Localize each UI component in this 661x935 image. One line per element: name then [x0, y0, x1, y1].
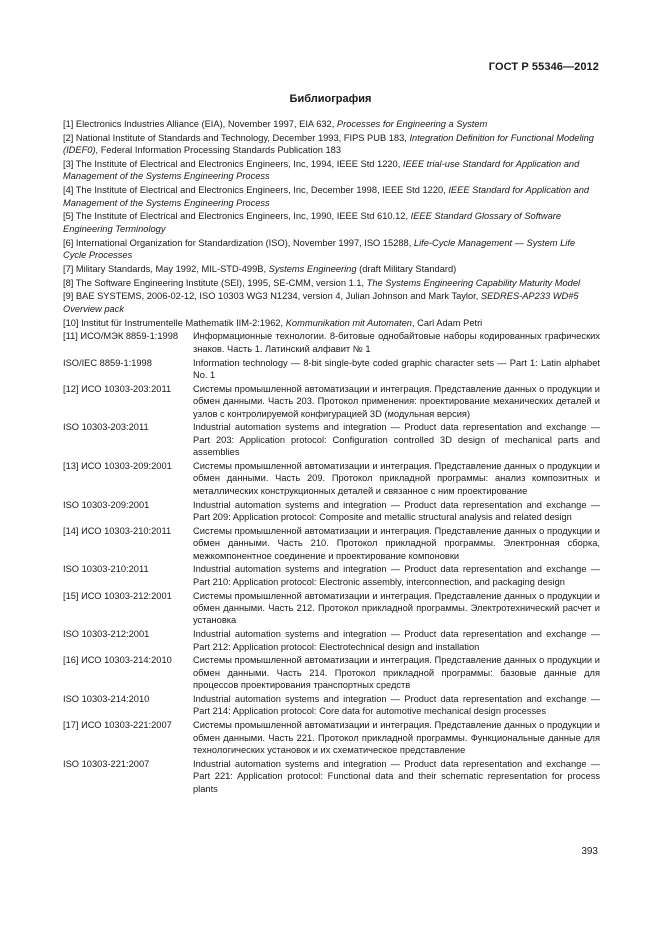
reference-text: , Carl Adam Petri — [411, 317, 483, 328]
reference-title: IEEE Standard for Application and Management of the Systems Engineering Process — [63, 185, 590, 208]
reference-title: IEEE Standard Glossary of Software Engineering Terminology — [63, 211, 562, 234]
reference-text: , Federal Information Processing Standards Publication 183 — [95, 145, 342, 156]
reference-designation: [17] ИСО 10303-221:2007 — [63, 720, 172, 731]
reference-description: Информационные технологии. 8-битовые однобайтовые наборы кодированных графических знаков. Часть 1. Латинский алфавит № 1 — [193, 331, 600, 354]
reference-designation: [12] ИСО 10303-203:2011 — [63, 383, 172, 394]
reference-text: [3] The Institute of Electrical and Electronics Engineers, Inc, 1994, IEEE Std 1220, — [63, 159, 403, 169]
reference-text: [4] The Institute of Electrical and Electronics Engineers, Inc, December 1998, IEEE Std 1220, — [63, 185, 449, 196]
page-number: 393 — [581, 846, 598, 857]
reference-description: Industrial automation systems and integration — Product data representation and exchange — Part 214: Application protocol: Core data for automotive mechanical design processes — [193, 694, 600, 717]
reference-title: SEDRES-AP233 WD#5 Overview pack — [63, 291, 579, 314]
reference-description: Industrial automation systems and integration — Product data representation and exchange — Part 209: Application protocol: Composite and metallic structural analysis and related design — [193, 499, 600, 523]
reference-item — [63, 184, 600, 209]
reference-designation: [14] ИСО 10303-210:2011 — [63, 525, 172, 536]
reference-description: Системы промышленной автоматизации и интеграция. Представление данных о продукции и обмен данными. Часть 209. Протокол прикладной программы: анализ композитных и металлических конструкционных деталей и связанное с ним проектирование — [193, 461, 600, 496]
reference-text: [5] The Institute of Electrical and Electronics Engineers, Inc, 1990, IEEE Std 610.12, — [63, 211, 411, 222]
reference-row — [63, 525, 600, 562]
reference-title: IEEE trial-use Standard for Application and Management of the Systems Engineering Process — [63, 159, 580, 182]
reference-designation: ISO 10303-210:2011 — [63, 564, 149, 575]
reference-description: Information technology — 8-bit single-byte coded graphic character sets — Part 1: Latin alphabet No. 1 — [193, 357, 600, 381]
reference-row — [63, 654, 600, 691]
reference-item — [63, 317, 600, 329]
reference-designation: ISO 10303-203:2011 — [63, 422, 149, 433]
reference-description: Системы промышленной автоматизации и интеграция. Представление данных о продукции и обмен данными. Часть 210. Протокол прикладной программы. Электронная сборка, межкомпонентное соединение и проектирование компоновки — [193, 525, 600, 561]
reference-row — [63, 693, 600, 718]
reference-designation: ISO 10303-214:2010 — [63, 694, 150, 705]
reference-item — [63, 132, 600, 157]
reference-title: Kommunikation mit Automaten — [285, 317, 412, 328]
reference-description: Системы промышленной автоматизации и интеграция. Представление данных о продукции и обмен данными. Часть 214. Протокол прикладной программы: базовые данные для процессов проектирования транспортных средств — [193, 655, 600, 691]
reference-designation: ISO 10303-212:2001 — [63, 629, 150, 640]
reference-item — [63, 237, 600, 262]
reference-row — [63, 499, 600, 524]
reference-designation: [13] ИСО 10303-209:2001 — [63, 461, 172, 472]
reference-row — [63, 330, 600, 355]
reference-row — [63, 357, 600, 382]
reference-row — [63, 758, 600, 795]
reference-item — [63, 290, 600, 315]
reference-description: Системы промышленной автоматизации и интеграция. Представление данных о продукции и обмен данными. Часть 212. Протокол прикладной программы. Электротехнический расчет и установка — [193, 590, 600, 626]
reference-description: Industrial automation systems and integration — Product data representation and exchange — Part 203: Application protocol: Configuration controlled 3D design of mechanical parts and assemblies — [193, 422, 600, 458]
reference-description: Industrial automation systems and integration — Product data representation and exchange — Part 221: Application protocol: Functional data and their schematic representation for process plants — [193, 758, 600, 794]
bibliography-list — [63, 118, 600, 797]
reference-row — [63, 563, 600, 588]
reference-table — [63, 330, 600, 795]
reference-text: [6] International Organization for Standardization (ISO), November 1997, ISO 15288, — [63, 237, 414, 248]
reference-row — [63, 719, 600, 756]
reference-designation: [15] ИСО 10303-212:2001 — [63, 590, 172, 601]
reference-description: Industrial automation systems and integration — Product data representation and exchange — Part 210: Application protocol: Electronic assembly, interconnection, and packaging design — [193, 564, 600, 587]
reference-description: Industrial automation systems and integration — Product data representation and exchange — Part 212: Application protocol: Electrotechnical design and installation — [193, 629, 600, 652]
reference-list — [63, 118, 600, 329]
reference-designation: [11] ИСО/МЭК 8859-1:1998 — [63, 331, 179, 342]
bibliography-title: Библиография — [289, 93, 372, 105]
document-code: ГОСТ Р 55346—2012 — [488, 61, 599, 73]
reference-description: Системы промышленной автоматизации и интеграция. Представление данных о продукции и обмен данными. Часть 203. Протокол применения: проектирование механических деталей и узлов с контролируемой конфигурацией 3D (модульная версия) — [193, 383, 600, 419]
reference-item — [63, 158, 600, 183]
reference-designation: ISO/IEC 8859-1:1998 — [63, 357, 152, 368]
reference-title: Systems Engineering — [268, 263, 357, 274]
reference-title: The Systems Engineering Capability Maturity Model — [366, 277, 581, 288]
reference-item — [63, 210, 600, 235]
reference-row — [63, 628, 600, 653]
reference-item — [63, 118, 600, 130]
reference-text: [7] Military Standards, May 1992, MIL-STD-499B, — [63, 263, 269, 274]
reference-row — [63, 421, 600, 458]
reference-text: (draft Military Standard) — [356, 263, 457, 274]
reference-designation: ISO 10303-221:2007 — [63, 758, 150, 769]
reference-item — [63, 263, 600, 275]
reference-text: [10] Institut für Instrumentelle Mathematik IIM-2:1962, — [63, 317, 286, 328]
reference-text: [1] Electronics Industries Alliance (EIA), November 1997, EIA 632, — [63, 119, 337, 129]
reference-title: Integration Definition for Functional Modeling (IDEF0) — [63, 132, 594, 156]
reference-title: Processes for Engineering a System — [336, 119, 488, 129]
reference-title: Life-Cycle Management — System Life Cycle Processes — [63, 237, 576, 261]
reference-row — [63, 383, 600, 420]
reference-text: [2] National Institute of Standards and Technology, December 1993, FIPS PUB 183, — [63, 132, 410, 143]
reference-item — [63, 277, 600, 289]
reference-description: Системы промышленной автоматизации и интеграция. Представление данных о продукции и обмен данными. Часть 221. Протокол прикладной программы. Функциональные данные для технологических установок и их схематическое представление — [193, 720, 600, 756]
reference-designation: [16] ИСО 10303-214:2010 — [63, 655, 172, 666]
reference-row — [63, 590, 600, 627]
reference-text: [8] The Software Engineering Institute (SEI), 1995, SE-CMM, version 1.1, — [63, 277, 367, 288]
reference-row — [63, 460, 600, 497]
reference-text: [9] BAE SYSTEMS, 2006-02-12, ISO 10303 WG3 N1234, version 4, Julian Johnson and Mark Taylor, — [63, 291, 481, 302]
reference-designation: ISO 10303-209:2001 — [63, 499, 150, 510]
